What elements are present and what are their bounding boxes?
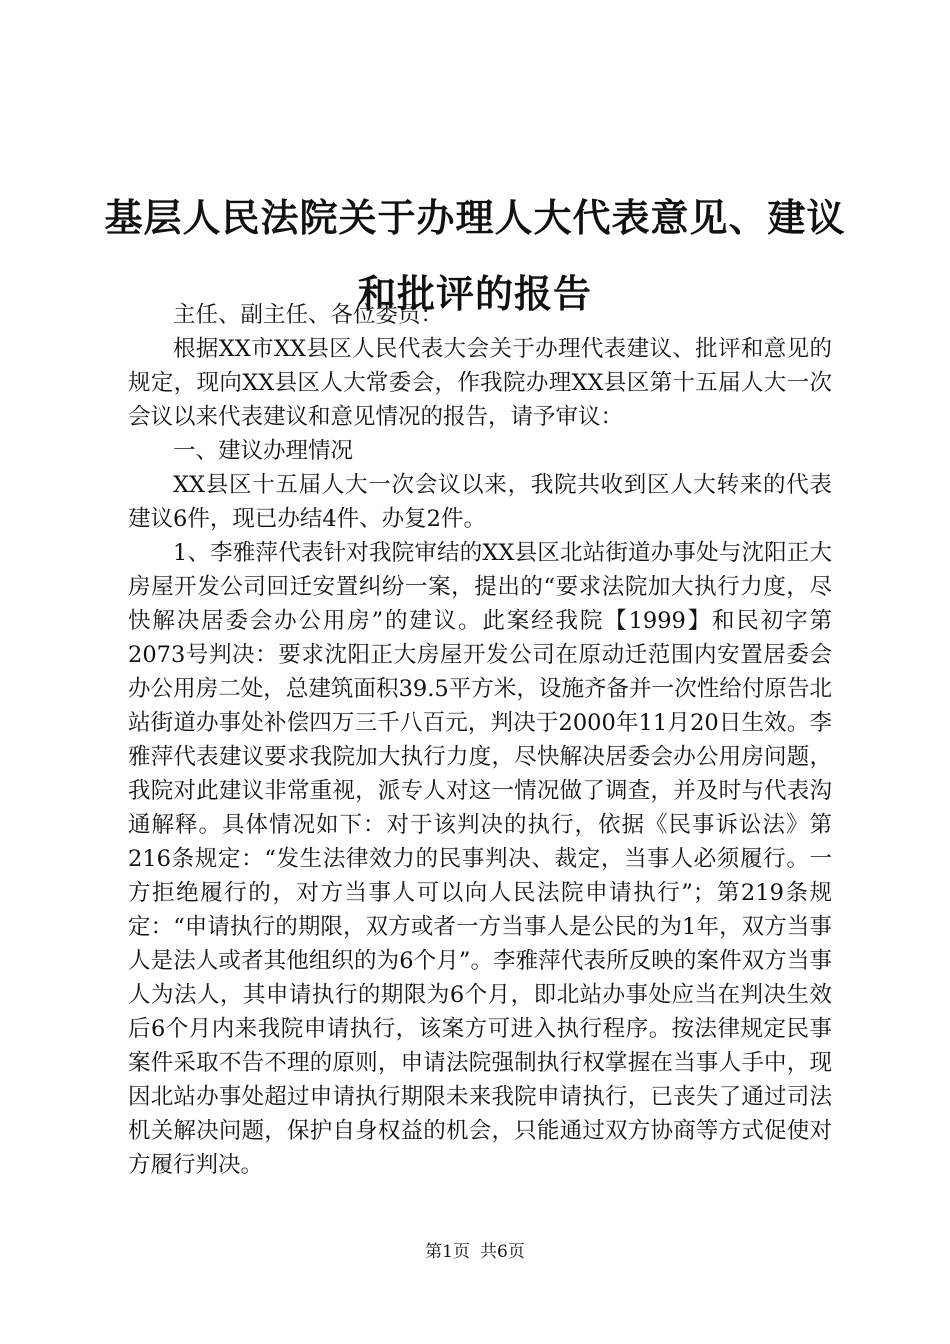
summary-paragraph: XX县区十五届人大一次会议以来，我院共收到区人大转来的代表建议6件，现已办结4件、办复2件。 bbox=[128, 472, 832, 532]
page-number: 第1页 bbox=[425, 1242, 470, 1262]
intro-paragraph: 根据XX市XX县区人民代表大会关于办理代表建议、批评和意见的规定，现向XX县区人大常委会，作我院办理XX县区第十五届人大一次会议以来代表建议和意见情况的报告，请予审议： bbox=[128, 336, 832, 430]
case-paragraph: 1、李雅萍代表针对我院审结的XX县区北站街道办事处与沈阳正大房屋开发公司回迁安置纠纷一案，提出的“要求法院加大执行力度，尽快解决居委会办公用房”的建议。此案经我院【1999】和民初字第2073号判决：要求沈阳正大房屋开发公司在原动迁范围内安置居委会办公用房二处，总建筑面积39.5平方米，设施齐备并一次性给付原告北站街道办事处补偿四万三千八百元，判决于2000年11月20日生效。李雅萍代表建议要求我院加大执行力度，尽快解决居委会办公用房问题，我院对此建议非常重视，派专人对这一情况做了调查，并及时与代表沟通解释。具体情况如下：对于该判决的执行，依据《民事诉讼法》第216条规定：“发生法律效力的民事判决、裁定，当事人必须履行。一方拒绝履行的，对方当事人可以向人民法院申请执行”；第219条规定：“申请执行的期限，双方或者一方当事人是公民的为1年，双方当事人是法人或者其他组织的为6个月”。李雅萍代表所反映的案件双方当事人为法人，其申请执行的期限为6个月，即北站办事处应当在判决生效后6个月内来我院申请执行，该案方可进入执行程序。按法律规定民事案件采取不告不理的原则，申请法院强制执行权掌握在当事人手中，现因北站办事处超过申请执行期限未来我院申请执行，已丧失了通过司法机关解决问题，保护自身权益的机会，只能通过双方协商等方式促使对方履行判决。 bbox=[128, 540, 832, 1178]
document-title: 基层人民法院关于办理人大代表意见、建议和批评的报告 bbox=[104, 195, 846, 316]
page-total: 共6页 bbox=[480, 1242, 525, 1262]
section-heading: 一、建议办理情况 bbox=[173, 438, 354, 464]
salutation: 主任、副主任、各位委员： bbox=[173, 302, 444, 328]
page-footer bbox=[0, 1240, 950, 1264]
document-body bbox=[128, 298, 832, 1182]
